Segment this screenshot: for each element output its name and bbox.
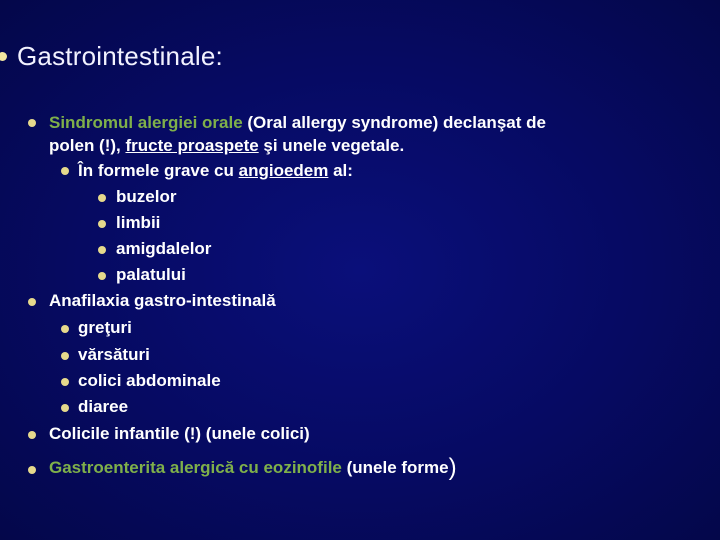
- item-text: În formele grave cu: [78, 161, 239, 180]
- underlined-text: angioedem: [238, 161, 329, 180]
- item-text: (unele forme: [341, 458, 449, 477]
- item-text: polen (!),: [49, 136, 126, 155]
- bullet-icon: [61, 325, 69, 333]
- bullet-icon: [61, 167, 69, 175]
- list-item-1-sub-1: [78, 161, 353, 181]
- sub-sub-item: limbii: [116, 213, 161, 232]
- item-text: ): [448, 454, 457, 481]
- bullet-icon: [98, 194, 106, 202]
- list-item-1-line-1: [49, 113, 546, 133]
- bullet-icon: [98, 220, 106, 228]
- sub-sub-item: palatului: [116, 265, 186, 284]
- bullet-icon: [28, 466, 36, 474]
- bullet-icon: [61, 404, 69, 412]
- item-text: (Oral allergy syndrome) declanşat de: [242, 113, 546, 132]
- bullet-icon: [98, 272, 106, 280]
- bullet-icon: [61, 352, 69, 360]
- sub-item: diaree: [78, 397, 129, 416]
- bullet-icon: [98, 246, 106, 254]
- title-row: [0, 38, 223, 74]
- list-item-2: Anafilaxia gastro-intestinală: [49, 291, 276, 310]
- bullet-icon: [28, 119, 36, 127]
- highlight-text: Sindromul alergiei orale: [49, 113, 243, 132]
- sub-item: vărsături: [78, 345, 150, 364]
- highlight-text: Gastroenterita alergică cu eozinofile: [49, 458, 342, 477]
- bullet-icon: [28, 298, 36, 306]
- list-item-4: [49, 454, 457, 481]
- list-item-1-line-2: [49, 136, 404, 156]
- item-text: al:: [328, 161, 353, 180]
- list-item-3: Colicile infantile (!) (unele colici): [49, 424, 310, 443]
- sub-sub-item: buzelor: [116, 187, 177, 206]
- sub-item: colici abdominale: [78, 371, 221, 390]
- title-bullet-icon: [0, 52, 7, 61]
- slide-title: Gastrointestinale:: [17, 40, 223, 71]
- item-text: şi unele vegetale.: [258, 136, 405, 155]
- bullet-icon: [28, 431, 36, 439]
- underlined-text: fructe proaspete: [125, 136, 259, 155]
- sub-item: greţuri: [78, 318, 132, 337]
- bullet-icon: [61, 378, 69, 386]
- sub-sub-item: amigdalelor: [116, 239, 212, 258]
